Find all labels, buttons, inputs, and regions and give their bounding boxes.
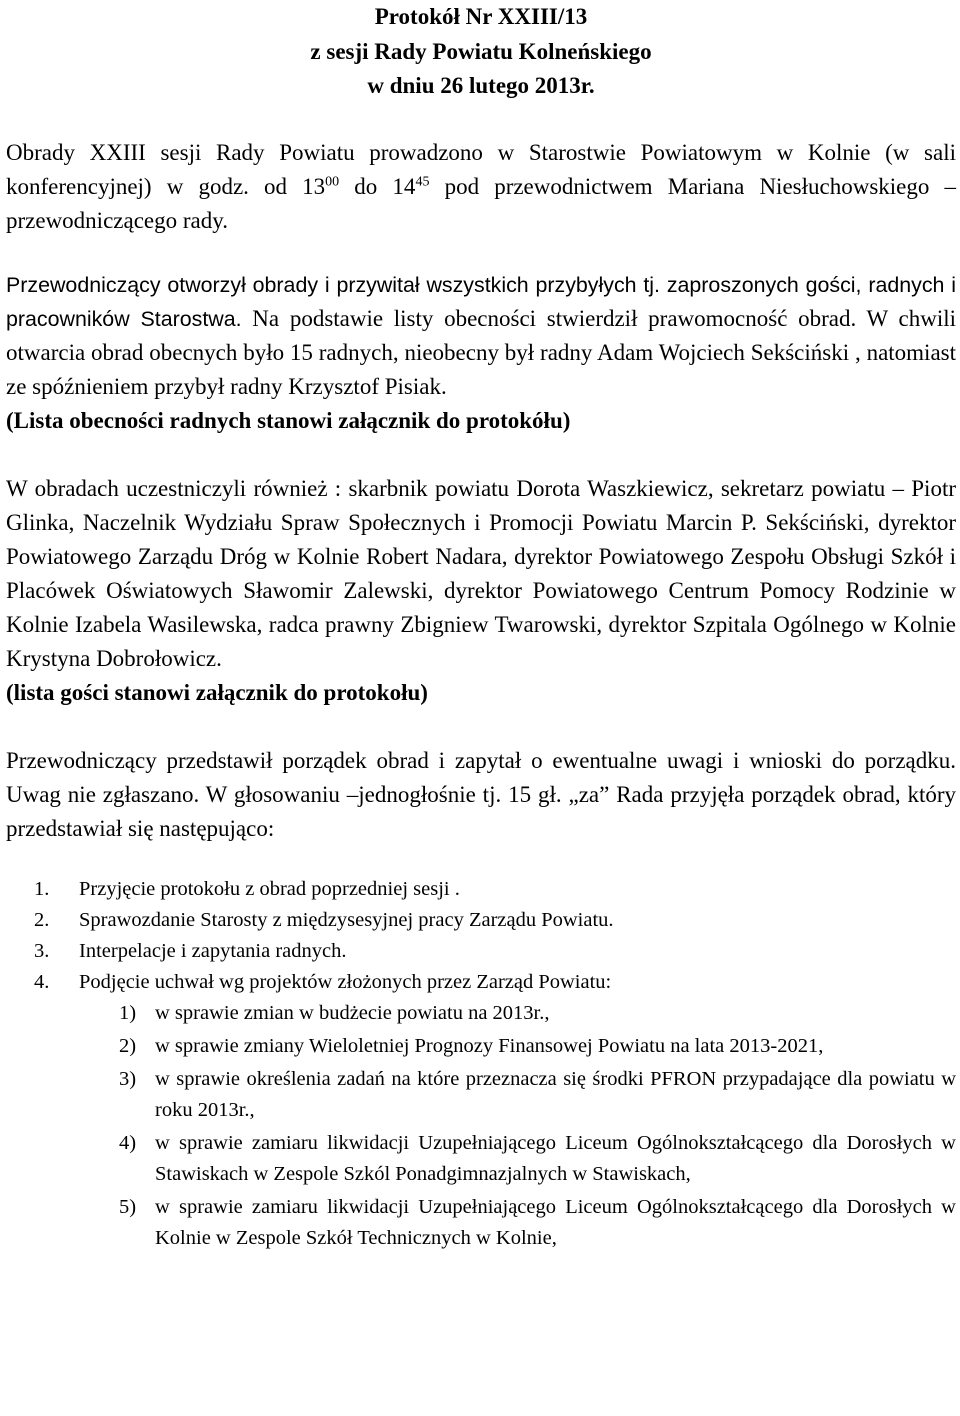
agenda-item-text: Sprawozdanie Starosty z międzysesyjnej pracy Zarządu Powiatu. (79, 908, 614, 931)
agenda-item (6, 874, 956, 905)
resolution-item-number: 4) (119, 1131, 137, 1154)
agenda-intro-paragraph: Przewodniczący przedstawił porządek obrad i zapytał o ewentualne uwagi i wnioski do porządku. Uwag nie zgłaszano. W głosowaniu –jednogłośnie tj. 15 gł. „za” Rada przyjęła porządek obrad, który przedstawiał się następująco: (6, 747, 956, 841)
resolution-item-number: 5) (119, 1195, 137, 1218)
agenda-item-number: 3. (34, 939, 50, 962)
title-line-2: z sesji Rady Powiatu Kolneńskiego (310, 38, 652, 64)
opening-sans-text: Przewodniczący otworzył obrady i przywitał wszystkich przybyłych tj. zaproszonych gości, radnych i pracowników Starostwa. (6, 272, 956, 331)
document-page (6, 0, 956, 1416)
opening-quorum-text: Na podstawie listy obecności stwierdził prawomocność obrad. (241, 305, 857, 331)
resolution-item-text: w sprawie zamiaru likwidacji Uzupełniającego Liceum Ogólnokształcącego dla Dorosłych w Stawiskach w Zespole Szkól Ponadgimnazjalnych w Stawiskach, (155, 1131, 956, 1185)
resolution-sublist (6, 998, 956, 1254)
resolution-item-text: w sprawie zamiaru likwidacji Uzupełniającego Liceum Ogólnokształcącego dla Dorosłych w Kolnie w Zespole Szkół Technicznych w Kolnie, (155, 1195, 956, 1249)
resolution-item (6, 1128, 956, 1190)
agenda-item-number: 2. (34, 908, 50, 931)
opening-paragraph (6, 268, 956, 404)
attendance-text: W chwili otwarcia obrad obecnych było 15 radnych, nieobecny był radny Adam Wojciech Sekściński , natomiast ze spóźnieniem przybył radny Krzysztof Pisiak. (6, 305, 956, 399)
agenda-item-text: Interpelacje i zapytania radnych. (79, 939, 347, 962)
agenda-item-text: Przyjęcie protokołu z obrad poprzedniej sesji . (79, 877, 460, 900)
agenda-item (6, 936, 956, 967)
resolution-item (6, 998, 956, 1029)
document-title (6, 0, 956, 104)
guests-paragraph: W obradach uczestniczyli również : skarbnik powiatu Dorota Waszkiewicz, sekretarz powiatu – Piotr Glinka, Naczelnik Wydziału Spraw Społecznych i Promocji Powiatu Marcin P. Sekściński, dyrektor Powiatowego Zarządu Dróg w Kolnie Robert Nadara, dyrektor Powiatowego Zespołu Obsługi Szkół i Placówek Oświatowych Sławomir Zalewski, dyrektor Powiatowego Centrum Pomocy Rodzinie w Kolnie Izabela Wasilewska, radca prawny Zbigniew Twarowski, dyrektor Szpitala Ogólnego w Kolnie Krystyna Dobrołowicz. (6, 475, 956, 671)
agenda-item (6, 905, 956, 936)
intro-text-1: Obrady XXIII sesji Rady Powiatu prowadzono w Starostwie Powiatowym w Kolnie (w sali konferencyjnej) w godz. od 13 (6, 139, 956, 199)
intro-time-start-minutes: 00 (325, 173, 340, 189)
intro-paragraph (6, 136, 956, 238)
agenda-item-text: Podjęcie uchwał wg projektów złożonych przez Zarząd Powiatu: (79, 970, 612, 993)
resolution-item (6, 1192, 956, 1254)
agenda-item (6, 967, 956, 1254)
agenda-list (6, 874, 956, 1254)
resolution-item (6, 1064, 956, 1126)
intro-time-end-minutes: 45 (415, 173, 430, 189)
resolution-item-number: 1) (119, 1001, 137, 1024)
title-line-3: w dniu 26 lutego 2013r. (367, 73, 595, 98)
resolution-item-text: w sprawie określenia zadań na które przeznacza się środki PFRON przypadające dla powiatu w roku 2013r., (155, 1067, 956, 1121)
resolution-item (6, 1031, 956, 1062)
resolution-item-number: 2) (119, 1034, 137, 1057)
resolution-item-number: 3) (119, 1067, 137, 1090)
intro-text-2: do 14 (339, 173, 416, 199)
intro-text-3: pod przewodnictwem Mariana Niesłuchowskiego – przewodniczącego rady. (6, 173, 956, 233)
agenda-item-number: 4. (34, 970, 50, 993)
resolution-item-text: w sprawie zmiany Wieloletniej Prognozy Finansowej Powiatu na lata 2013-2021, (155, 1034, 824, 1057)
resolution-item-text: w sprawie zmian w budżecie powiatu na 2013r., (155, 1001, 550, 1024)
guests-attachment-note: (lista gości stanowi załącznik do protokołu) (6, 679, 428, 705)
agenda-item-number: 1. (34, 877, 50, 900)
attendance-attachment-note: (Lista obecności radnych stanowi załącznik do protokółu) (6, 407, 571, 433)
title-line-1: Protokół Nr XXIII/13 (374, 4, 588, 29)
